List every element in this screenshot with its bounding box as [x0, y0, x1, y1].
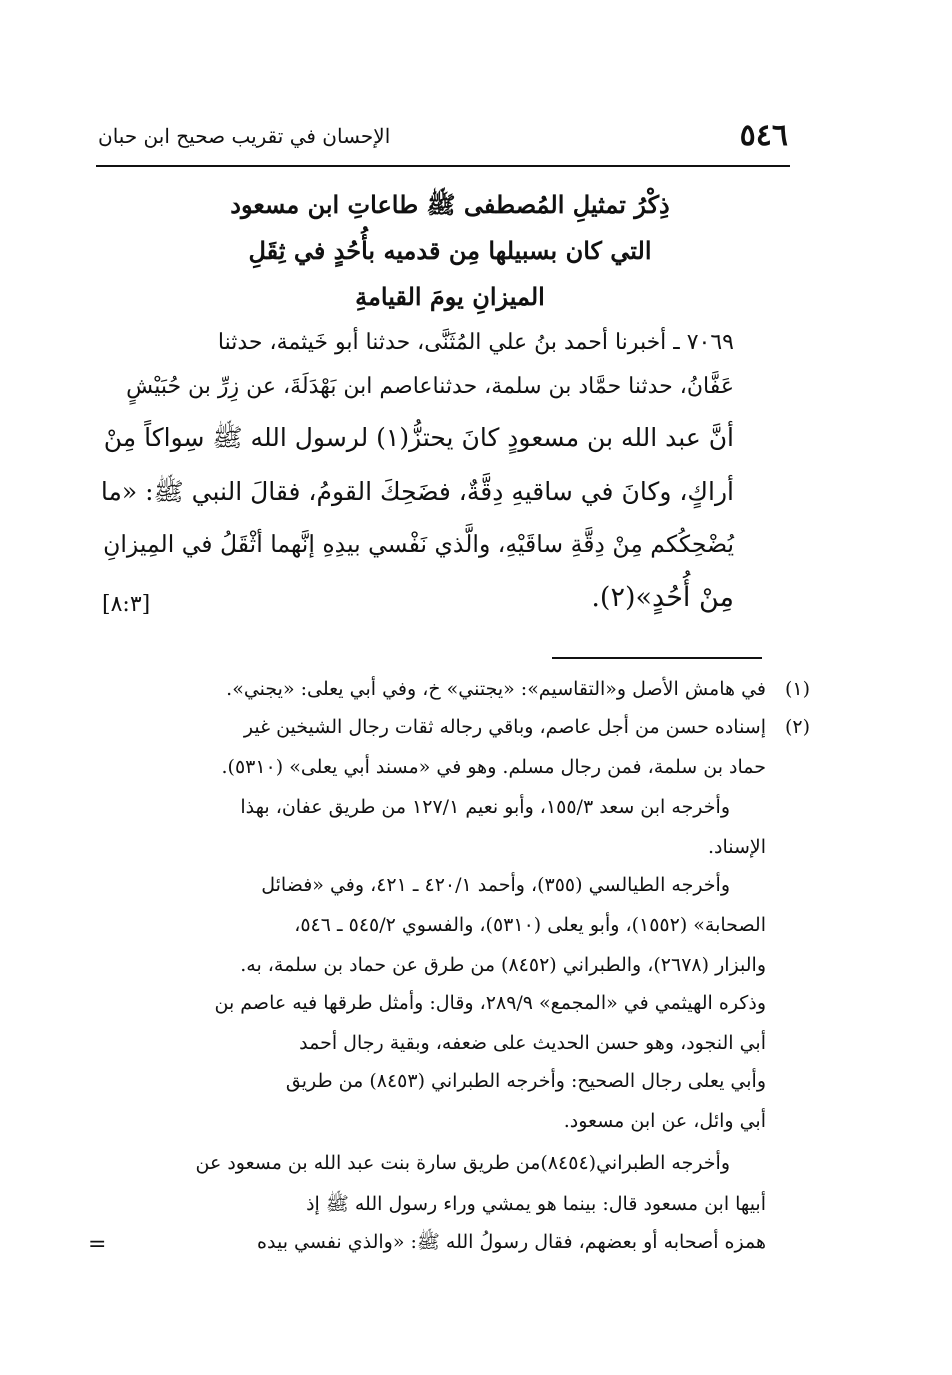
footnote-line: والبزار (٢٦٧٨)، والطبراني (٨٤٥٢) من طرق عن حماد بن سلمة، به. — [240, 954, 766, 976]
matn-line: أنَّ عبد الله بن مسعودٍ كانَ يحتزُّ(١) لرسول الله ﷺ سِواكاً مِنْ — [103, 423, 734, 452]
footnote-line: حماد بن سلمة، فمن رجال مسلم. وهو في «مسند أبي يعلى» (٥٣١٠). — [221, 756, 766, 778]
footnote-line: الإسناد. — [707, 836, 766, 858]
footnote-line: إسناده حسن من أجل عاصم، وباقي رجاله ثقات رجال الشيخين غير — [243, 716, 766, 738]
footnote-line: وذكره الهيثمي في «المجمع» ٢٨٩/٩، وقال: وأمثل طرقها فيه عاصم بن — [214, 992, 766, 1014]
isnad-line: ٧٠٦٩ ـ أخبرنا أحمد بنُ علي المُثَنَّى، حدثنا أبو خَيثمة، حدثنا — [217, 330, 734, 355]
footnote-line: أبيها ابن مسعود قال: بينما هو يمشي وراء رسول الله ﷺ إذ — [306, 1193, 766, 1215]
header-rule — [96, 165, 790, 167]
footnote-line: وأخرجه الطيالسي (٣٥٥)، وأحمد ٤٢٠/١ ـ ٤٢١، وفي «فضائل — [261, 874, 730, 896]
footnote-line: أبي النجود، وهو حسن الحديث على ضعفه، وبقية رجال أحمد — [299, 1032, 766, 1054]
matn-line: أراكٍ، وكانَ في ساقيهِ دِقَّةٌ، فضَحِكَ القومُ، فقالَ النبي ﷺ: «ما — [100, 477, 734, 506]
running-title: الإحسان في تقريب صحيح ابن حبان — [98, 124, 391, 148]
footnote-line: الصحابة» (١٥٥٢)، وأبو يعلى (٥٣١٠)، والفسوي ٥٤٥/٢ ـ ٥٤٦، — [294, 914, 766, 936]
footnote-number: (١) — [784, 678, 810, 700]
page-number: ٥٤٦ — [739, 118, 788, 153]
chapter-title-line: ذِكْرُ تمثيلِ المُصطفى ﷺ طاعاتِ ابن مسعود — [230, 190, 670, 219]
chapter-title-line: التي كان بسبيلها مِن قدميه بأُحُدٍ في ثِقَلِ — [248, 236, 652, 265]
footnote-rule — [552, 657, 762, 659]
page-header — [98, 118, 788, 158]
footnote-line: وأخرجه الطبراني(٨٤٥٤)من طريق سارة بنت عبد الله بن مسعود عن — [195, 1152, 730, 1174]
footnote-line: في هامش الأصل و«التقاسيم»: «يجتني» خ، وفي أبي يعلى: «يجني». — [226, 678, 766, 700]
continuation-mark: = — [88, 1232, 107, 1257]
footnote-line: همزه أصحابه أو بعضهم، فقال رسولُ الله ﷺ: «والذي نفسي بيده — [257, 1231, 766, 1253]
footnote-line: أبي وائل، عن ابن مسعود. — [563, 1110, 766, 1132]
chapter-title — [150, 182, 750, 320]
footnote-line: وأبي يعلى رجال الصحيح: وأخرجه الطبراني (٨٤٥٣) من طريق — [285, 1070, 766, 1092]
matn-line: يُضْحِكُكم مِنْ دِقَّةِ ساقَيْهِ، والَّذي نَفْسي بيدِهِ إنَّهما أثْقَلُ في المِيزانِ — [103, 530, 734, 558]
chapter-title-line: الميزانِ يومَ القيامةِ — [355, 282, 545, 311]
volume-reference: [٨:٣] — [102, 592, 151, 617]
footnote-number: (٢) — [784, 716, 810, 738]
footnote-line: وأخرجه ابن سعد ١٥٥/٣، وأبو نعيم ١٢٧/١ من طريق عفان، بهذا — [240, 796, 730, 818]
isnad-line: عَفَّانُ، حدثنا حمَّاد بن سلمة، حدثناعاصم ابن بَهْدَلَةَ، عن زِرِّ بن حُبَيْشٍ — [126, 374, 734, 399]
matn-line: مِنْ أُحُدٍ»(٢). — [591, 582, 734, 613]
